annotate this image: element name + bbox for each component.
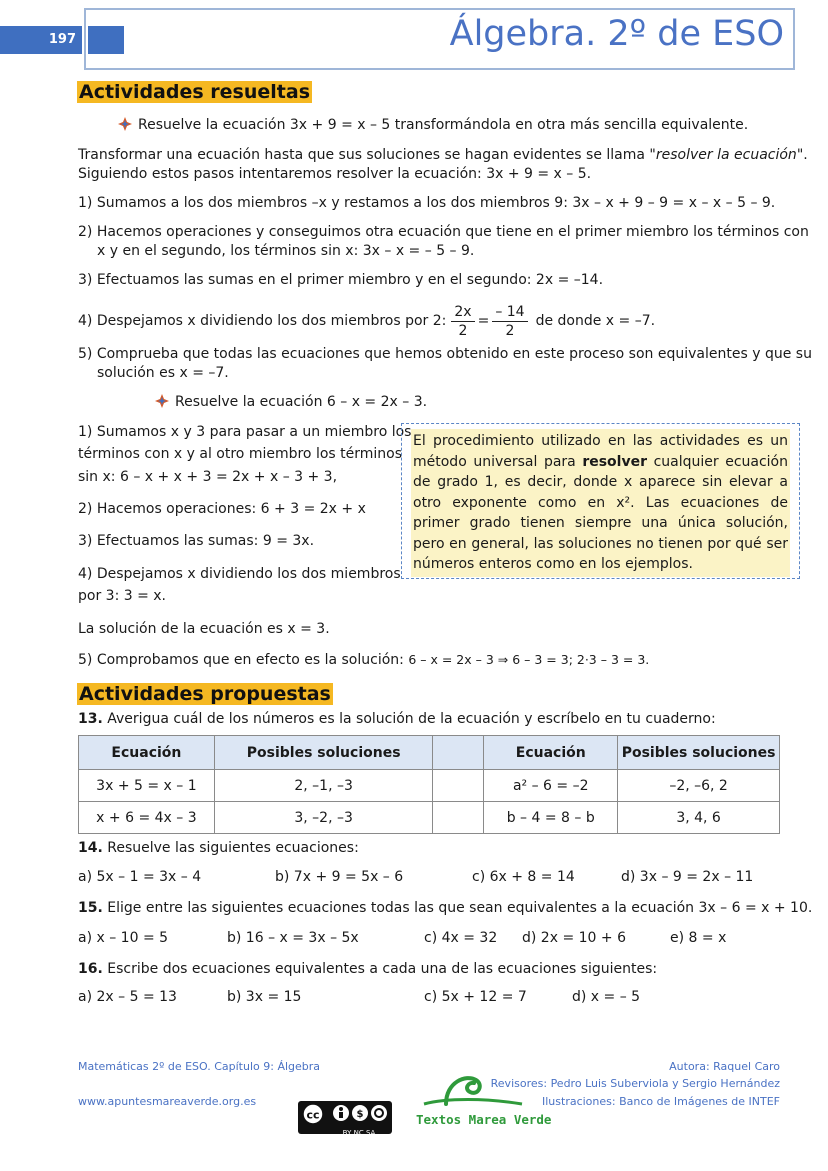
q16-option-d: d) x = – 5 [572,989,641,1005]
section-heading-resueltas: Actividades resueltas [79,81,310,103]
note-text: El procedimiento utilizado en las actividades es un método universal para resolver cualquier ecuación de grado 1, es decir, donde x aparece sin elevar a otro exponente como en x². Las ecuaciones de primer grado tienen siempre una única solución, pero en general, las soluciones no tienen por qué ser números enteros como en los ejemplos. [411,429,790,577]
col-step-1b: términos con x y al otro miembro los términos [78,446,403,462]
wave-logo-icon [416,1068,528,1108]
question-15: 15. Elige entre las siguientes ecuaciones todas las que sean equivalentes a la ecuación 3x – 6 = x + 10. [78,900,813,916]
q15-option-b: b) 16 – x = 3x – 5x [227,930,359,946]
q15-option-a: a) x – 10 = 5 [78,930,169,946]
equations-table [78,735,780,834]
q16-option-b: b) 3x = 15 [227,989,302,1005]
activity-bullet-2: Resuelve la ecuación 6 – x = 2x – 3. [155,392,427,412]
page-title: Álgebra. 2º de ESO [449,14,784,54]
svg-text:cc: cc [306,1108,320,1122]
cc-symbols-icon [298,1101,392,1125]
bullet-icon [118,117,132,131]
col-step-4: 4) Despejamos x dividiendo los dos miembros [78,566,401,582]
q15-option-e: e) 8 = x [670,930,727,946]
step-1: 1) Sumamos a los dos miembros –x y restamos a los dos miembros 9: 3x – x + 9 – 9 = x – x – 5 – 9. [78,195,776,211]
activity-bullet-1: Resuelve la ecuación 3x + 9 = x – 5 transformándola en otra más sencilla equivalente. [118,115,748,135]
q14-option-a: a) 5x – 1 = 3x – 4 [78,869,202,885]
col-step-3: 3) Efectuamos las sumas: 9 = 3x. [78,533,315,549]
footer-illustrations: Ilustraciones: Banco de Imágenes de INTEF [542,1095,780,1108]
fraction-right: $\frac{- 14}{2}$ [492,303,527,340]
table-row: 3x + 5 = x – 1 2, –1, –3 a² – 6 = –2 –2, –6, 2 [79,770,780,802]
q16-option-c: c) 5x + 12 = 7 [424,989,527,1005]
step-2-cont: x y en el segundo, los términos sin x: 3x – x = – 5 – 9. [97,243,475,259]
table-header-row: Ecuación Posibles soluciones Ecuación Posibles soluciones [79,736,780,770]
svg-text:$: $ [356,1109,364,1120]
step-4: 4) Despejamos x dividiendo los dos miembros por 2: $\frac{2x}{2}$ = $\frac{- 14}{2}$ de donde x = –7. [78,303,656,339]
page-number: 197 [0,26,82,54]
q16-option-a: a) 2x – 5 = 13 [78,989,177,1005]
col-step-5: 5) Comprobamos que en efecto es la solución: 6 – x = 2x – 3 ⇒ 6 – 3 = 3; 2·3 – 3 = 3. [78,652,650,668]
note-box [401,423,800,579]
marea-verde-logo: Textos Marea Verde [416,1068,528,1128]
footer-chapter: Matemáticas 2º de ESO. Capítulo 9: Álgebra [78,1060,321,1073]
table-row: x + 6 = 4x – 3 3, –2, –3 b – 4 = 8 – b 3, 4, 6 [79,802,780,834]
q15-option-c: c) 4x = 32 [424,930,498,946]
fraction-left: $\frac{2x}{2}$ [451,303,474,340]
footer-reviewers: Revisores: Pedro Luis Suberviola y Sergio Hernández [490,1077,780,1090]
q14-option-b: b) 7x + 9 = 5x – 6 [275,869,404,885]
q14-option-c: c) 6x + 8 = 14 [472,869,575,885]
cc-license-icon: cc $ BY NC SA [298,1101,392,1134]
col-step-4b: por 3: 3 = x. [78,588,167,604]
step-5-cont: solución es x = –7. [97,365,229,381]
step-2: 2) Hacemos operaciones y conseguimos otra ecuación que tiene en el primer miembro los términos con [78,224,809,240]
paragraph-intro-2: Siguiendo estos pasos intentaremos resolver la ecuación: 3x + 9 = x – 5. [78,166,592,182]
question-14: 14. Resuelve las siguientes ecuaciones: [78,840,359,856]
col-step-2: 2) Hacemos operaciones: 6 + 3 = 2x + x [78,501,366,517]
solution-line: La solución de la ecuación es x = 3. [78,621,330,637]
col-step-1c: sin x: 6 – x + x + 3 = 2x + x – 3 + 3, [78,469,338,485]
step-3: 3) Efectuamos las sumas en el primer miembro y en el segundo: 2x = –14. [78,272,604,288]
paragraph-intro: Transformar una ecuación hasta que sus soluciones se hagan evidentes se llama "resolver la ecuación". [78,147,808,163]
bullet-icon [155,394,169,408]
question-13: 13. Averigua cuál de los números es la solución de la ecuación y escríbelo en tu cuaderno: [78,711,716,727]
q14-option-d: d) 3x – 9 = 2x – 11 [621,869,754,885]
question-16: 16. Escribe dos ecuaciones equivalentes a cada una de las ecuaciones siguientes: [78,961,658,977]
step-5: 5) Comprueba que todas las ecuaciones que hemos obtenido en este proceso son equivalentes y que su [78,346,812,362]
q15-option-d: d) 2x = 10 + 6 [522,930,626,946]
footer-author: Autora: Raquel Caro [669,1060,780,1073]
section-heading-propuestas: Actividades propuestas [79,683,331,705]
footer-website[interactable]: www.apuntesmareaverde.org.es [78,1095,257,1108]
col-step-1: 1) Sumamos x y 3 para pasar a un miembro los [78,424,412,440]
